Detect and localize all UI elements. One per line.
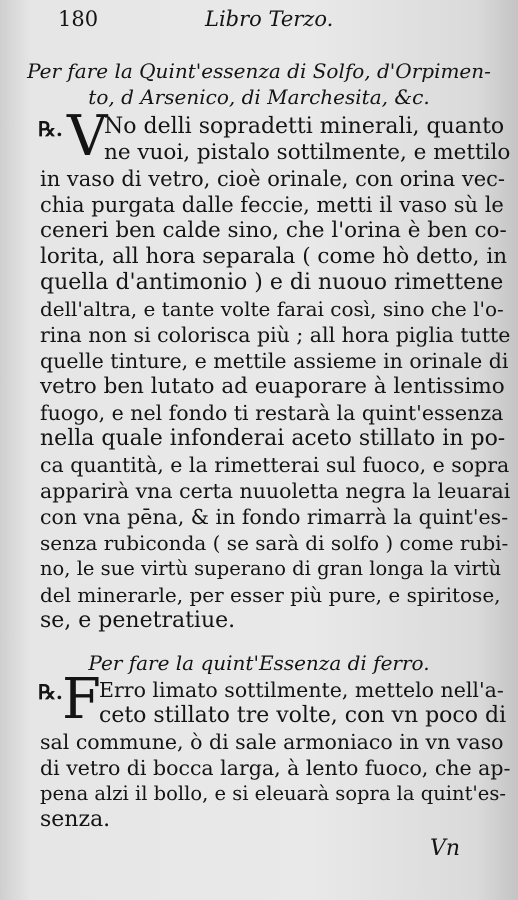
text-line: dell'altra, e tante volte farai così, sino che l'o- [40,297,504,321]
section-title-line: Per fare la Quint'essenza di Solfo, d'Orpimen- [27,59,491,83]
text-line: nella quale infonderai aceto stillato in po- [40,426,506,451]
text-line: sal commune, ò di sale armoniaco in vn vaso [40,730,504,754]
catchword: Vn [430,836,461,861]
text-line: ceto stillato tre volte, con vn poco di [99,703,507,728]
page-number: 180 [58,7,99,31]
text-line: quella d'antimonio ) e di nuouo rimettene [40,270,504,295]
recipe-mark: ℞. [38,680,63,704]
text-line: vetro ben lutato ad euaporare à lentissimo [40,374,505,399]
text-line: quelle tinture, e mettile assieme in orinale di [40,349,509,373]
text-line: rina non si colorisca più ; all hora piglia tutte [40,323,511,347]
text-line: ne vuoi, pistalo sottilmente, e mettilo [104,140,511,165]
drop-cap: F [62,667,101,732]
page-header [0,4,518,34]
text-line: ca quantità, e la rimetterai sul fuoco, e sopra [40,453,510,477]
text-line: senza. [40,807,111,832]
text-line: senza rubiconda ( se sarà di solfo ) come rubi- [40,531,509,555]
text-line: fuogo, e nel fondo ti restarà la quint'essenza [40,401,504,425]
text-line: apparirà vna certa nuuoletta negra la leuarai [40,479,511,503]
text-line: ceneri ben calde sino, che l'orina è ben co- [40,218,507,243]
recipe-mark: ℞. [38,117,63,141]
text-line: con vna pēna, & in fondo rimarrà la quint'es- [40,505,509,529]
text-line: del minerarle, per esser più pure, e spiritose, [40,583,501,607]
section-title-line: to, d Arsenico, di Marchesita, &c. [88,85,430,109]
text-line: no, le sue virtù superano di gran longa la virtù [40,557,502,580]
text-line: pena alzi il bollo, e si eleuarà sopra la quint'es- [40,782,506,805]
section-title: Per fare la quint'Essenza di ferro. [88,651,430,675]
drop-cap: V [67,104,108,169]
text-line: se, e penetratiue. [40,608,236,633]
text-line: chia purgata dalle feccie, metti il vaso sù le [40,193,504,217]
text-line: No delli sopradetti minerali, quanto [104,114,505,139]
running-title: Libro Terzo. [205,7,334,31]
text-line: lorita, all hora separala ( come hò detto, in [40,244,508,269]
text-line: in vaso di vetro, cioè orinale, con orina vec- [40,167,506,191]
text-line: Erro limato sottilmente, mettelo nell'a- [99,678,504,702]
text-line: di vetro di bocca larga, à lento fuoco, che ap- [40,756,511,780]
